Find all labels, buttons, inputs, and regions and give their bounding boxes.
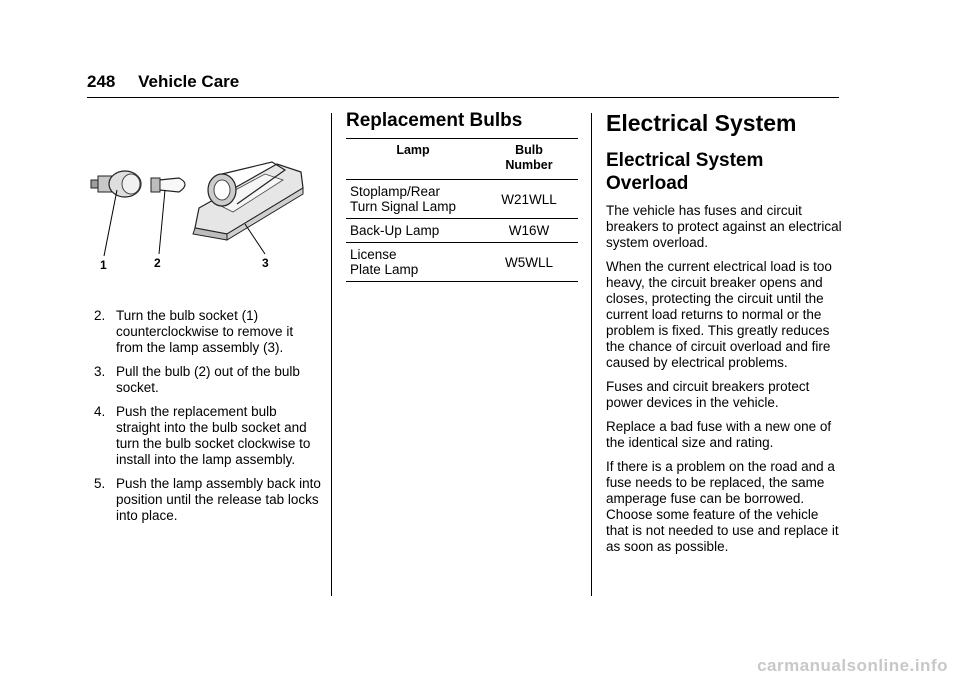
step-text: Push the replacement bulb straight into the bulb socket and turn the bulb socket clockwise to install into the lamp assembly. — [116, 404, 311, 467]
column-divider-2 — [591, 113, 592, 596]
electrical-overload-heading: Electrical System Overload — [606, 150, 764, 194]
step-item — [87, 308, 323, 356]
step-item — [87, 476, 323, 524]
step-number: 3. — [94, 364, 106, 379]
paragraph: When the current electrical load is too heavy, the circuit breaker opens and closes, protecting the circuit until the current load returns to normal or the problem is fixed. This greatly reduces the chance of circuit overload and fire caused by electrical problems. — [606, 259, 832, 370]
paragraph: Replace a bad fuse with a new one of the identical size and rating. — [606, 419, 832, 450]
table-row — [346, 219, 578, 243]
section-title: Vehicle Care — [138, 72, 240, 91]
step-text: Turn the bulb socket (1) counterclockwise to remove it from the lamp assembly (3). — [116, 308, 294, 355]
step-item — [87, 404, 323, 468]
column-header-lamp: Lamp — [346, 139, 480, 180]
page-number: 248 — [87, 72, 116, 91]
table-row — [346, 180, 578, 219]
figure-column — [87, 150, 323, 280]
step-text: Pull the bulb (2) out of the bulb socket. — [116, 364, 300, 395]
column-header-bulb-number: Bulb Number — [480, 139, 578, 180]
lamp-cell: License Plate Lamp — [346, 243, 480, 282]
step-item — [87, 364, 323, 396]
paragraph: The vehicle has fuses and circuit breakers to protect against an electrical system overload. — [606, 203, 842, 250]
table-header-row — [346, 139, 578, 180]
bulb-number-cell: W16W — [480, 219, 578, 243]
table-row — [346, 243, 578, 282]
callout-3: 3 — [262, 256, 269, 270]
step-number: 2. — [94, 308, 106, 323]
lamp-assembly-illustration — [87, 150, 323, 280]
paragraph: Fuses and circuit breakers protect power devices in the vehicle. — [606, 379, 810, 410]
lamp-cell: Back-Up Lamp — [346, 219, 480, 243]
callout-2: 2 — [154, 256, 161, 270]
electrical-system-heading: Electrical System — [606, 110, 797, 136]
bulb-number-cell: W21WLL — [480, 180, 578, 219]
instruction-steps — [87, 308, 323, 532]
watermark: carmanualsonline.info — [757, 656, 948, 675]
electrical-system-column — [606, 110, 842, 563]
replacement-bulbs-heading: Replacement Bulbs — [346, 110, 523, 131]
bulb-number-cell: W5WLL — [480, 243, 578, 282]
paragraph: If there is a problem on the road and a fuse needs to be replaced, the same amperage fuse can be borrowed. Choose some feature of the vehicle that is not needed to use and replace it as soon as possible. — [606, 459, 839, 554]
page-header — [87, 72, 239, 92]
callout-1: 1 — [100, 258, 107, 272]
step-number: 4. — [94, 404, 106, 419]
step-number: 5. — [94, 476, 106, 491]
column-divider-1 — [331, 113, 332, 596]
bulb-table — [346, 138, 578, 282]
header-rule — [87, 97, 839, 98]
step-text: Push the lamp assembly back into position until the release tab locks into place. — [116, 476, 321, 523]
lamp-assembly-figure — [87, 150, 323, 280]
replacement-bulbs-column — [346, 110, 578, 282]
lamp-cell: Stoplamp/Rear Turn Signal Lamp — [346, 180, 480, 219]
